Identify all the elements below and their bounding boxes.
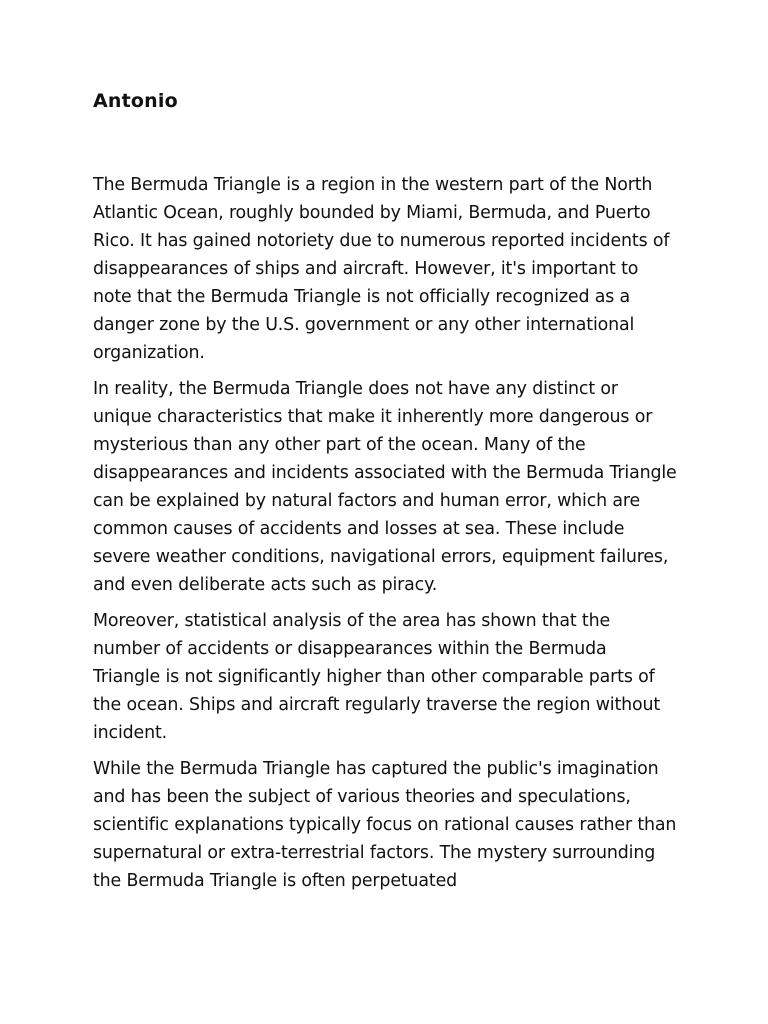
author-name: Antonio: [93, 90, 178, 112]
paragraph-1: The Bermuda Triangle is a region in the western part of the North Atlantic Ocean, roughly bounded by Miami, Bermuda, and Puerto Rico. It has gained notoriety due to numerous reported incidents of disappearances of ships and aircraft. However, it's important to note that the Bermuda Triangle is not officially recognized as a danger zone by the U.S. government or any other international organization.: [93, 175, 670, 363]
paragraph-4: While the Bermuda Triangle has captured the public's imagination and has been the subject of various theories and speculations, scientific explanations typically focus on rational causes rather than supernatural or extra-terrestrial factors. The mystery surrounding the Bermuda Triangle is often perpetuated: [93, 759, 677, 891]
paragraph-3: Moreover, statistical analysis of the area has shown that the number of accidents or disappearances within the Bermuda Triangle is not significantly higher than other comparable parts of the ocean. Ships and aircraft regularly traverse the region without incident.: [93, 611, 661, 743]
document-body: [93, 171, 678, 903]
paragraph-2: In reality, the Bermuda Triangle does not have any distinct or unique characteristics that make it inherently more dangerous or mysterious than any other part of the ocean. Many of the disappearances and incidents associated with the Bermuda Triangle can be explained by natural factors and human error, which are common causes of accidents and losses at sea. These include severe weather conditions, navigational errors, equipment failures, and even deliberate acts such as piracy.: [93, 379, 677, 595]
